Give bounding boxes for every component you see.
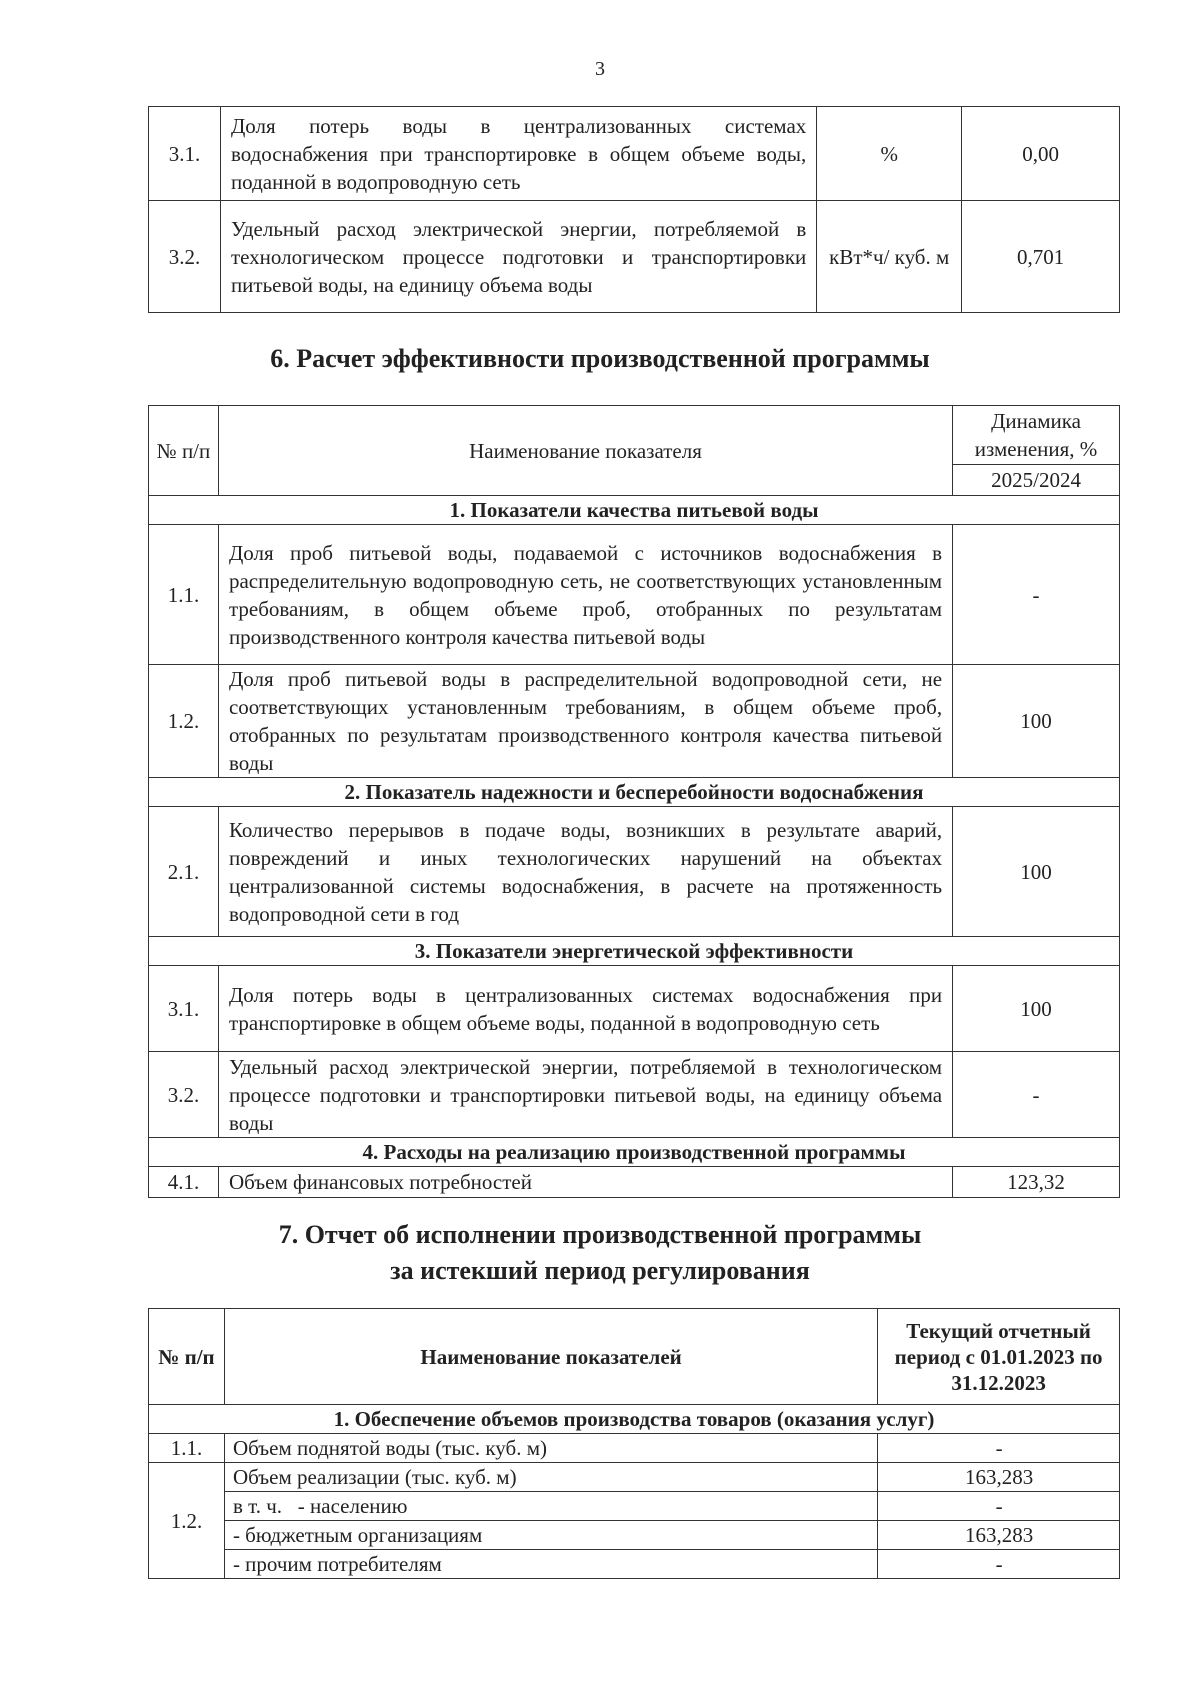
- value: -: [878, 1434, 1120, 1463]
- sub-prefix: в т. ч.: [232, 1494, 283, 1518]
- row-number: 3.1.: [149, 966, 219, 1052]
- sub-indicator: - бюджетным организациям: [224, 1521, 877, 1550]
- value: 123,32: [953, 1167, 1120, 1198]
- report-table: [148, 1308, 1120, 1579]
- row-number: 3.2.: [149, 201, 221, 313]
- value: 0,00: [962, 107, 1120, 201]
- indicator-name: Объем поднятой воды (тыс. куб. м): [224, 1434, 877, 1463]
- table-row: [149, 1492, 1120, 1521]
- row-number: 2.1.: [149, 807, 219, 937]
- table-row: [149, 966, 1120, 1052]
- value: 100: [953, 807, 1120, 937]
- indicator-name: Доля потерь воды в централизованных системах водоснабжения при транспортировке в общем объеме воды, поданной в водопроводную сеть: [220, 107, 816, 201]
- table-row: [149, 1434, 1120, 1463]
- group-title: 2. Показатель надежности и бесперебойности водоснабжения: [149, 778, 1120, 807]
- row-number: 1.1.: [149, 525, 219, 665]
- value: -: [953, 525, 1120, 665]
- table-continuation: [148, 106, 1120, 313]
- value: -: [878, 1492, 1120, 1521]
- table-row: [149, 525, 1120, 665]
- table-row: [149, 107, 1120, 201]
- section-7-subtitle: за истекший период регулирования: [390, 1256, 810, 1285]
- sub-indicator: - прочим потребителям: [224, 1550, 877, 1579]
- value: 163,283: [878, 1521, 1120, 1550]
- table-row: [149, 201, 1120, 313]
- value: 100: [953, 966, 1120, 1052]
- section-6-title: 6. Расчет эффективности производственной программы: [270, 344, 930, 373]
- value: 163,283: [878, 1463, 1120, 1492]
- header-number: № п/п: [149, 406, 219, 496]
- row-number: 1.1.: [149, 1434, 225, 1463]
- group-title: 1. Показатели качества питьевой воды: [149, 496, 1120, 525]
- indicator-name: Удельный расход электрической энергии, потребляемой в технологическом процессе подготовки и транспортировки питьевой воды, на единицу объема воды: [220, 201, 816, 313]
- value: -: [953, 1052, 1120, 1138]
- unit: кВт*ч/ куб. м: [817, 201, 962, 313]
- table-row: [149, 1550, 1120, 1579]
- group-title: 4. Расходы на реализацию производственной программы: [149, 1138, 1120, 1167]
- row-number: 1.2.: [149, 1463, 225, 1579]
- row-number: 3.1.: [149, 107, 221, 201]
- group-title: 1. Обеспечение объемов производства товаров (оказания услуг): [149, 1405, 1120, 1434]
- value: 0,701: [962, 201, 1120, 313]
- table-header-row: [149, 406, 1120, 465]
- efficiency-table: [148, 405, 1120, 1198]
- header-dynamics: Динамика изменения, %: [953, 406, 1120, 465]
- page-number: 3: [595, 58, 605, 80]
- table-row: [149, 665, 1120, 778]
- section-7-title: 7. Отчет об исполнении производственной программы: [278, 1220, 922, 1249]
- value: 100: [953, 665, 1120, 778]
- row-number: 3.2.: [149, 1052, 219, 1138]
- table-row: [149, 1521, 1120, 1550]
- row-number: 1.2.: [149, 665, 219, 778]
- header-name: Наименование показателей: [224, 1309, 877, 1405]
- indicator-name: Удельный расход электрической энергии, потребляемой в технологическом процессе подготовки и транспортировки питьевой воды, на единицу объема воды: [218, 1052, 952, 1138]
- indicator-name: Доля потерь воды в централизованных системах водоснабжения при транспортировке в общем объеме воды, поданной в водопроводную сеть: [218, 966, 952, 1052]
- table-row: [149, 1463, 1120, 1492]
- header-period: Текущий отчетный период с 01.01.2023 по 31.12.2023: [878, 1309, 1120, 1405]
- header-period: 2025/2024: [953, 465, 1120, 496]
- header-number: № п/п: [149, 1309, 225, 1405]
- table-header-row: [149, 1309, 1120, 1405]
- sub-indicator: [224, 1492, 877, 1521]
- indicator-name: Объем финансовых потребностей: [218, 1167, 952, 1198]
- value: -: [878, 1550, 1120, 1579]
- sub-name: - населению: [297, 1494, 408, 1518]
- table-row: [149, 1052, 1120, 1138]
- header-name: Наименование показателя: [218, 406, 952, 496]
- indicator-name: Доля проб питьевой воды, подаваемой с источников водоснабжения в распределительную водопроводную сеть, не соответствующих установленным требованиям, в общем объеме проб, отобранных по результатам производственного контроля качества питьевой воды: [218, 525, 952, 665]
- table-row: [149, 807, 1120, 937]
- group-title: 3. Показатели энергетической эффективности: [149, 937, 1120, 966]
- indicator-name: Объем реализации (тыс. куб. м): [224, 1463, 877, 1492]
- indicator-name: Количество перерывов в подаче воды, возникших в результате аварий, повреждений и иных технологических нарушений на объектах централизованной системы водоснабжения, в расчете на протяженность водопроводной сети в год: [218, 807, 952, 937]
- unit: %: [817, 107, 962, 201]
- row-number: 4.1.: [149, 1167, 219, 1198]
- indicator-name: Доля проб питьевой воды в распределительной водопроводной сети, не соответствующих установленным требованиям, в общем объеме проб, отобранных по результатам производственного контроля качества питьевой воды: [218, 665, 952, 778]
- table-row: [149, 1167, 1120, 1198]
